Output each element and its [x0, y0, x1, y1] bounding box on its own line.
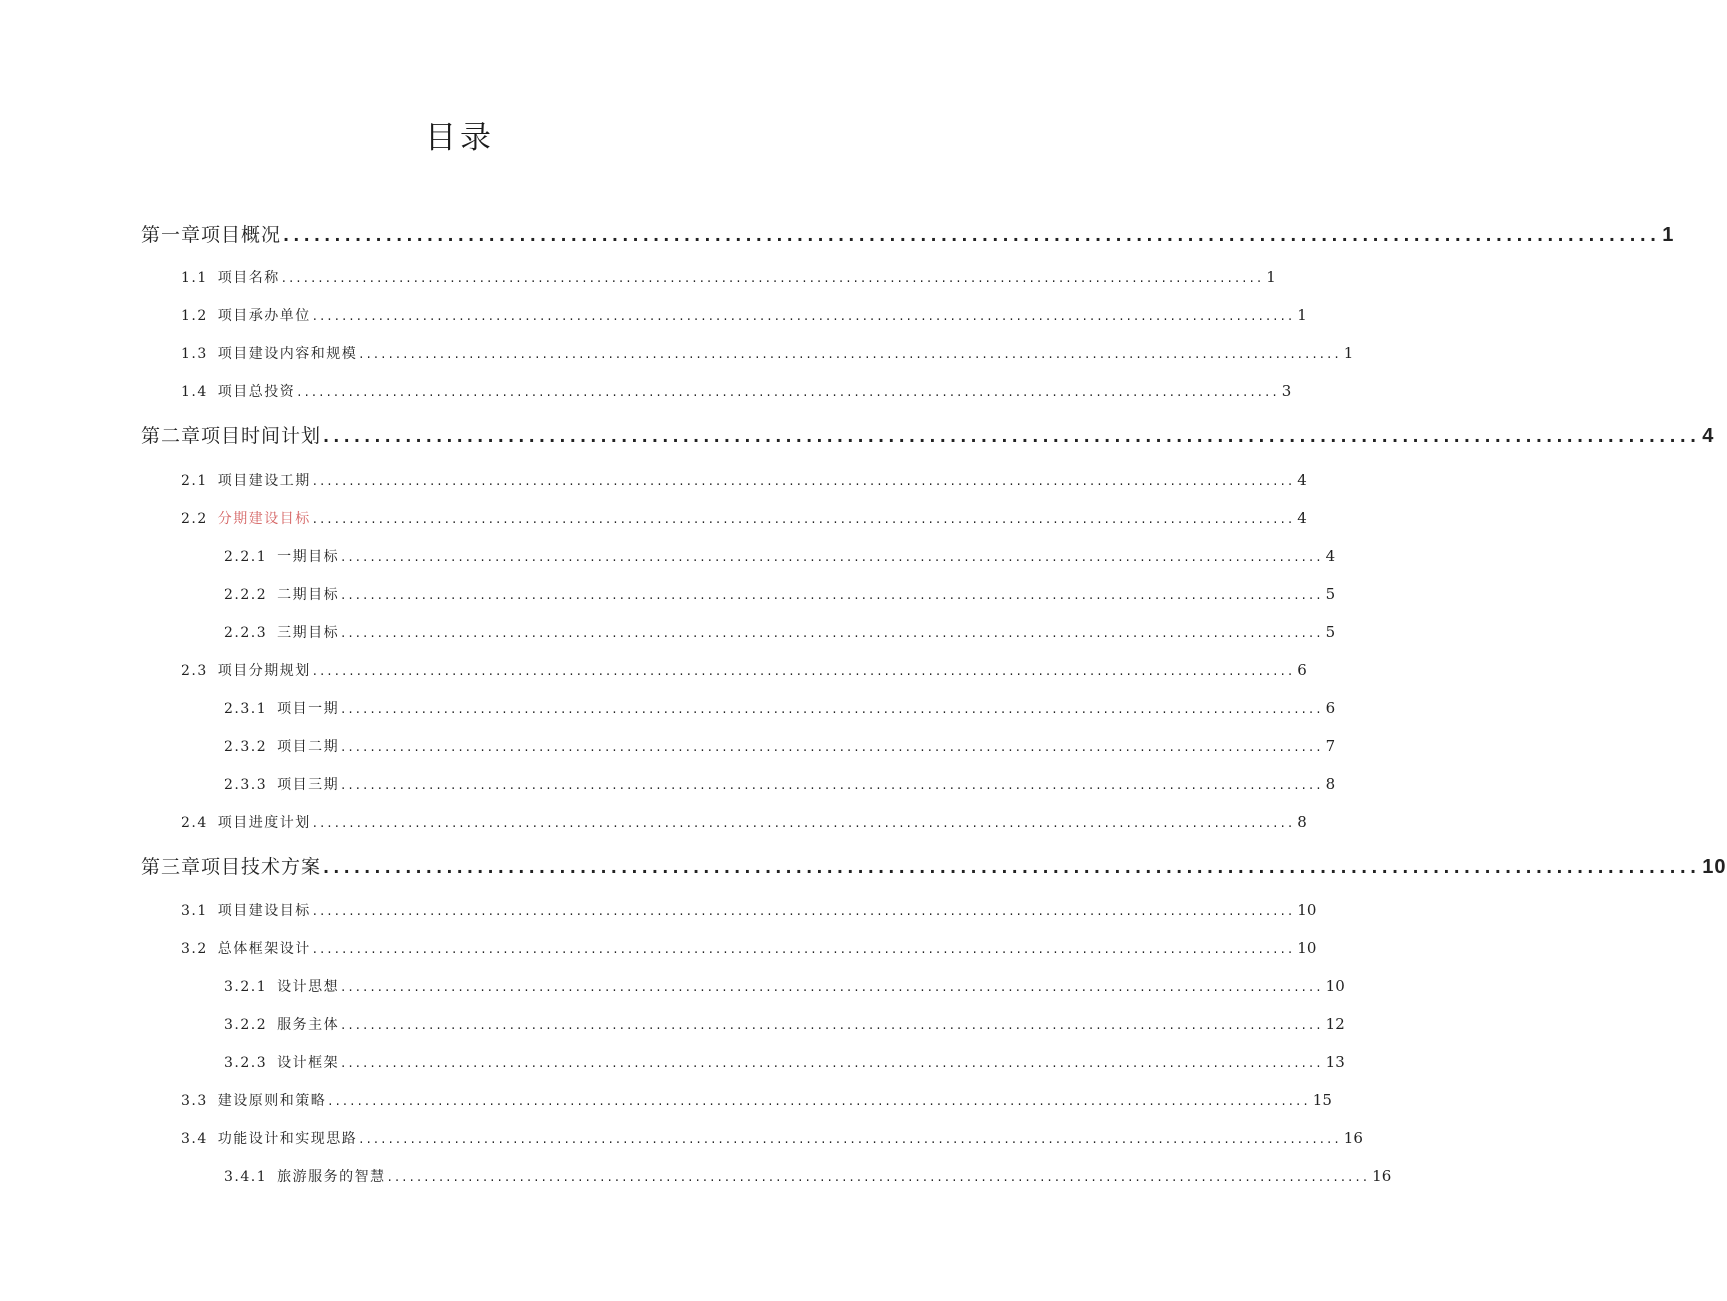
toc-entry-2-4[interactable] — [181, 812, 1307, 834]
toc-entry-3-4-1[interactable] — [224, 1166, 1392, 1188]
toc-leader: ...................................................................................................................................... — [341, 778, 1324, 793]
toc-entry-number: 2.4 — [181, 815, 208, 831]
toc-entry-label: 建设原则和策略 — [217, 1093, 327, 1109]
toc-leader: ...................................................................................................................................... — [312, 474, 1296, 489]
toc-entry-3-2-1[interactable] — [224, 976, 1345, 998]
toc-entry-3-1[interactable] — [181, 900, 1317, 922]
toc-page-number: 6 — [1325, 699, 1336, 717]
page-title: 目录 — [425, 120, 495, 156]
toc-entry-2-3[interactable] — [181, 660, 1307, 682]
toc-leader: ...................................................................................................................................... — [312, 664, 1296, 679]
toc-entry-label: 项目一期 — [277, 701, 340, 717]
toc-entry-label: 第二章项目时间计划 — [141, 425, 322, 447]
toc-leader: ...................................................................................................................................... — [341, 550, 1324, 565]
toc-entry-number: 3.1 — [181, 903, 208, 919]
toc-entry-3-2[interactable] — [181, 938, 1317, 960]
toc-page-number: 10 — [1297, 939, 1317, 957]
toc-leader: ...................................................................................................................................... — [323, 427, 1701, 446]
toc-entry-number: 3.2 — [181, 941, 208, 957]
toc-entry-number: 3.2.2 — [224, 1017, 268, 1033]
toc-page-number: 7 — [1325, 737, 1336, 755]
toc-page-number: 3 — [1281, 382, 1292, 400]
toc-page-number: 16 — [1343, 1129, 1363, 1147]
toc-entry-chapter-3[interactable] — [141, 852, 1727, 880]
toc-leader: ...................................................................................................................................... — [323, 858, 1701, 877]
toc-page-number: 4 — [1702, 425, 1715, 447]
toc-entry-label: 项目分期规划 — [217, 663, 311, 679]
toc-entry-number: 1.4 — [181, 384, 208, 400]
toc-page-number: 8 — [1325, 775, 1336, 793]
toc-entry-label: 项目建设内容和规模 — [217, 346, 358, 362]
toc-page-number: 4 — [1325, 547, 1336, 565]
toc-entry-number: 1.3 — [181, 346, 208, 362]
toc-leader: ...................................................................................................................................... — [297, 385, 1280, 400]
toc-entry-label: 服务主体 — [277, 1017, 340, 1033]
toc-page-number: 4 — [1297, 509, 1307, 527]
toc-entry-label: 项目承办单位 — [217, 308, 311, 324]
toc-entry-label: 旅游服务的智慧 — [277, 1169, 386, 1185]
toc-entry-label: 总体框架设计 — [217, 941, 311, 957]
toc-entry-2-2[interactable] — [181, 508, 1307, 530]
toc-entry-number: 2.1 — [181, 473, 208, 489]
toc-page-number: 16 — [1372, 1167, 1392, 1185]
toc-leader: ...................................................................................................................................... — [341, 740, 1324, 755]
toc-entry-3-2-2[interactable] — [224, 1014, 1345, 1036]
toc-entry-chapter-2[interactable] — [141, 421, 1715, 449]
toc-entry-3-4[interactable] — [181, 1128, 1363, 1150]
toc-entry-number: 2.2.1 — [224, 549, 268, 565]
toc-page-number: 8 — [1297, 813, 1307, 831]
toc-entry-number: 3.4 — [181, 1131, 208, 1147]
toc-entry-label: 设计思想 — [277, 979, 340, 995]
toc-entry-label: 二期目标 — [277, 587, 340, 603]
toc-page-number: 1 — [1343, 344, 1354, 362]
toc-entry-label: 分期建设目标 — [217, 511, 311, 527]
toc-entry-1-4[interactable] — [181, 381, 1292, 403]
toc-entry-number: 3.2.3 — [224, 1055, 268, 1071]
toc-leader: ...................................................................................................................................... — [328, 1094, 1311, 1109]
toc-page-number: 5 — [1325, 623, 1336, 641]
toc-entry-label: 功能设计和实现思路 — [217, 1131, 358, 1147]
toc-entry-label: 设计框架 — [277, 1055, 340, 1071]
toc-entry-label: 项目进度计划 — [217, 815, 311, 831]
toc-page-number: 4 — [1297, 471, 1307, 489]
toc-entry-number: 3.3 — [181, 1093, 208, 1109]
toc-entry-label: 第一章项目概况 — [141, 224, 282, 246]
toc-entry-2-3-3[interactable] — [224, 774, 1336, 796]
toc-entry-number: 2.2.2 — [224, 587, 268, 603]
toc-entry-1-3[interactable] — [181, 343, 1354, 365]
toc-entry-3-3[interactable] — [181, 1090, 1332, 1112]
toc-entry-chapter-1[interactable] — [141, 220, 1675, 248]
toc-leader: ...................................................................................................................................... — [281, 271, 1265, 286]
toc-entry-label: 第三章项目技术方案 — [141, 856, 322, 878]
toc-entry-number: 1.2 — [181, 308, 208, 324]
toc-entry-2-3-2[interactable] — [224, 736, 1336, 758]
toc-entry-2-3-1[interactable] — [224, 698, 1336, 720]
toc-entry-number: 3.4.1 — [224, 1169, 268, 1185]
toc-entry-number: 2.3 — [181, 663, 208, 679]
toc-leader: ...................................................................................................................................... — [341, 702, 1324, 717]
toc-leader: ...................................................................................................................................... — [387, 1170, 1371, 1185]
toc-entry-number: 2.2.3 — [224, 625, 268, 641]
toc-entry-2-2-3[interactable] — [224, 622, 1336, 644]
toc-leader: ...................................................................................................................................... — [312, 512, 1296, 527]
toc-entry-1-1[interactable] — [181, 267, 1276, 289]
toc-page-number: 10 — [1702, 856, 1727, 878]
toc-entry-2-1[interactable] — [181, 470, 1307, 492]
toc-entry-2-2-1[interactable] — [224, 546, 1336, 568]
toc-leader: ...................................................................................................................................... — [359, 1132, 1342, 1147]
toc-page-number: 12 — [1325, 1015, 1345, 1033]
toc-leader: ...................................................................................................................................... — [312, 942, 1296, 957]
toc-page-number: 1 — [1662, 224, 1675, 246]
toc-entry-label: 项目建设目标 — [217, 903, 311, 919]
toc-entry-label: 项目三期 — [277, 777, 340, 793]
toc-leader: ...................................................................................................................................... — [341, 1056, 1324, 1071]
toc-entry-2-2-2[interactable] — [224, 584, 1336, 606]
toc-page-number: 10 — [1325, 977, 1345, 995]
toc-leader: ...................................................................................................................................... — [359, 347, 1342, 362]
toc-page-number: 6 — [1297, 661, 1307, 679]
toc-leader: ...................................................................................................................................... — [312, 904, 1296, 919]
toc-page-number: 1 — [1266, 268, 1276, 286]
toc-leader: ...................................................................................................................................... — [283, 226, 1661, 245]
toc-page-number: 10 — [1297, 901, 1317, 919]
toc-entry-label: 项目二期 — [277, 739, 340, 755]
toc-page-number: 15 — [1312, 1091, 1332, 1109]
toc-page-number: 5 — [1325, 585, 1336, 603]
toc-entry-number: 3.2.1 — [224, 979, 268, 995]
toc-entry-label: 项目总投资 — [217, 384, 296, 400]
toc-entry-number: 2.3.3 — [224, 777, 268, 793]
toc-page-number: 1 — [1297, 306, 1307, 324]
toc-entry-number: 1.1 — [181, 270, 208, 286]
toc-entry-label: 项目名称 — [217, 270, 280, 286]
toc-entry-number: 2.3.1 — [224, 701, 268, 717]
toc-entry-number: 2.2 — [181, 511, 208, 527]
toc-entry-3-2-3[interactable] — [224, 1052, 1345, 1074]
toc-entry-label: 一期目标 — [277, 549, 340, 565]
toc-entry-label: 项目建设工期 — [217, 473, 311, 489]
toc-leader: ...................................................................................................................................... — [341, 1018, 1324, 1033]
toc-leader: ...................................................................................................................................... — [312, 309, 1296, 324]
toc-leader: ...................................................................................................................................... — [341, 588, 1324, 603]
toc-page-number: 13 — [1325, 1053, 1345, 1071]
toc-leader: ...................................................................................................................................... — [341, 980, 1324, 995]
toc-entry-label: 三期目标 — [277, 625, 340, 641]
toc-leader: ...................................................................................................................................... — [341, 626, 1324, 641]
toc-leader: ...................................................................................................................................... — [312, 816, 1296, 831]
toc-entry-number: 2.3.2 — [224, 739, 268, 755]
toc-entry-1-2[interactable] — [181, 305, 1307, 327]
